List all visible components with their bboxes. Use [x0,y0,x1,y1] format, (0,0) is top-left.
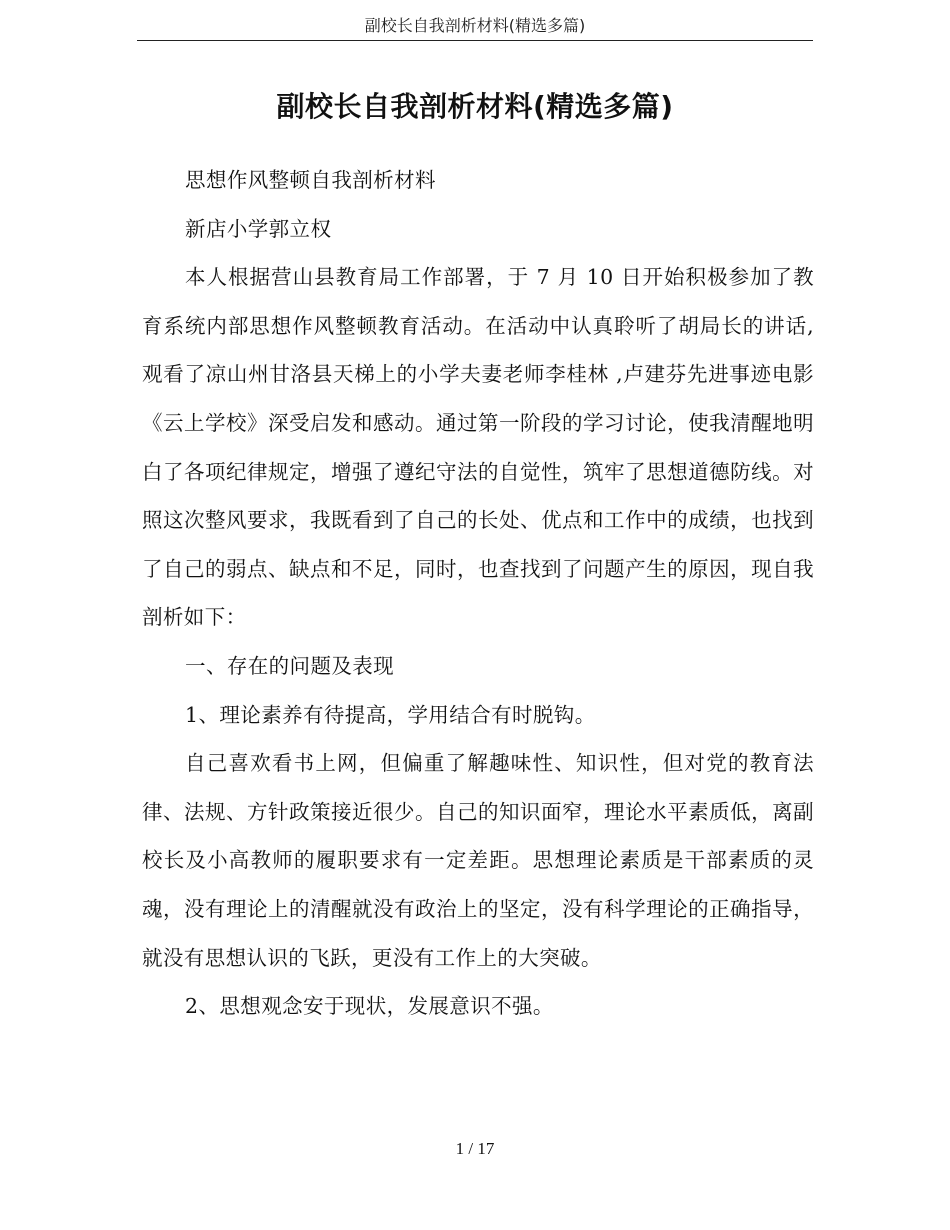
sub-heading: 2、思想观念安于现状，发展意识不强。 [185,994,554,1019]
author-line: 新店小学郭立权 [185,216,332,241]
section-heading: 一、存在的问题及表现 [185,653,395,678]
section-heading: 思想作风整顿自我剖析材料 [185,168,436,192]
document-body [142,156,814,1031]
sub-heading: 1、理论素养有待提高，学用结合有时脱钩。 [185,702,596,727]
running-header [137,14,813,41]
running-header-title: 副校长自我剖析材料(精选多篇) [364,16,586,35]
body-paragraph: 自己喜欢看书上网，但偏重了解趣味性、知识性，但对党的教育法律、法规、方针政策接近很少。自己的知识面窄，理论水平素质低，离副校长及小高教师的履职要求有一定差距。思想理论素质是干部素质的灵魂，没有理论上的清醒就没有政治上的坚定，没有科学理论的正确指导，就没有思想认识的飞跃，更没有工作上的大突破。 [142,751,814,970]
body-paragraph: 本人根据营山县教育局工作部署，于 7 月 10 日开始积极参加了教育系统内部思想作风整顿教育活动。在活动中认真聆听了胡局长的讲话,观看了凉山州甘洛县天梯上的小学夫妻老师李桂林 ,卢建芬先进事迹电影《云上学校》深受启发和感动。通过第一阶段的学习讨论，使我清醒地明白了各项纪律规定，增强了遵纪守法的自觉性，筑牢了思想道德防线。对照这次整风要求，我既看到了自己的长处、优点和工作中的成绩，也找到了自己的弱点、缺点和不足，同时，也查找到了问题产生的原因，现自我剖析如下： [142,265,814,630]
document-title: 副校长自我剖析材料(精选多篇) [276,90,674,123]
page-number: 1 / 17 [455,1139,495,1158]
